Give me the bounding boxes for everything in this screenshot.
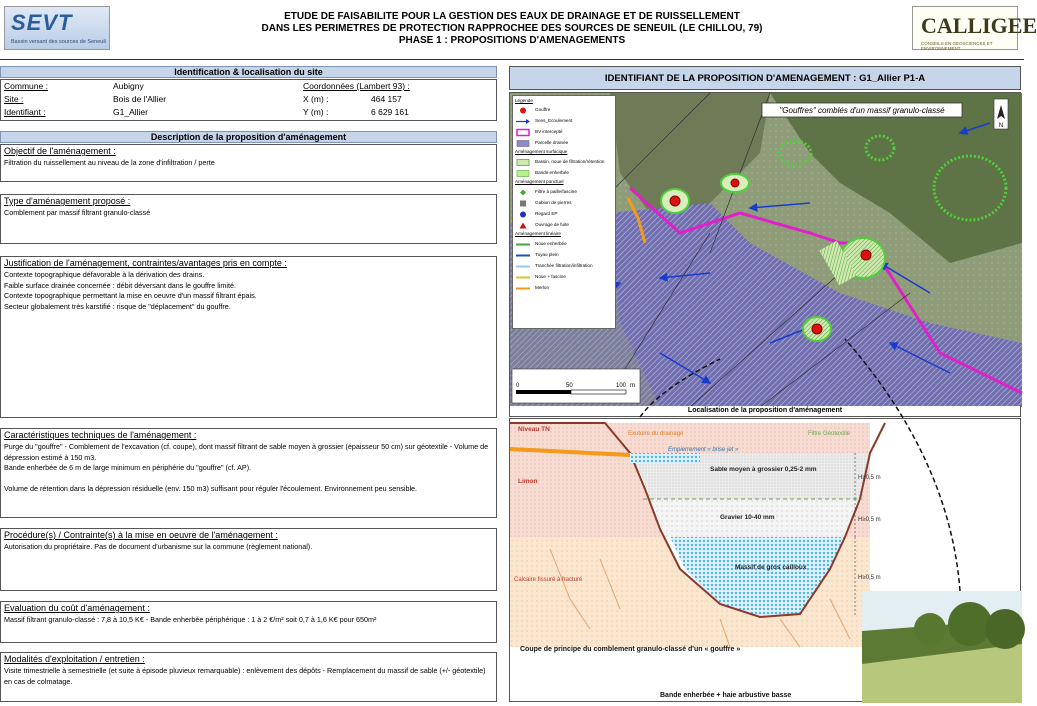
legend-item-bv: BV intercepté [515, 127, 613, 138]
label-h1: H≥0,5 m [858, 475, 881, 481]
title-line-2: DANS LES PERIMETRES DE PROTECTION RAPPROCHEE DES SOURCES DE SENEUIL (LE CHILLOU, 79) [261, 23, 763, 34]
legend-title: Légende [515, 98, 533, 103]
justification-section [0, 256, 497, 418]
modalites-text: Visite trimestrielle à semestrielle (et suite à épisode pluvieux remarquable) : enlèvement des dépôts - Remplacement du massif de sable (+/- géotextile) en cas de colmatage. [4, 666, 486, 686]
title-line-1: ETUDE DE FAISABILITE POUR LA GESTION DES EAUX DE DRAINAGE ET DE RUISSELLEMENT [284, 11, 740, 22]
legend-section-surfacique: Aménagement surfacique [515, 149, 568, 154]
legend-section-ponctuel: Aménagement ponctuel [515, 179, 564, 184]
objectif-heading: Objectif de l'aménagement : [4, 146, 116, 156]
label-sable: Sable moyen à grossier 0,25-2 mm [710, 466, 817, 473]
legend-item-merlon: Merlon [515, 283, 613, 294]
modalites-section [0, 652, 497, 702]
coord-label: Coordonnées (Lambert 93) : [303, 81, 410, 91]
type-text: Comblement par massif filtrant granulo-classé [4, 208, 151, 217]
label-empierrement: Empierrement « brise jet » [668, 447, 739, 453]
legend-item-filtre: Filtre à paille/fascine [515, 187, 613, 198]
x-label: X (m) : [303, 94, 329, 104]
type-section [0, 194, 497, 244]
legend-item-noue-fascine: Noue + fascine [515, 272, 613, 283]
label-exutoire: Exutoire du drainage [628, 431, 684, 437]
page-header [0, 0, 1037, 60]
green-hatch-icon [516, 159, 530, 166]
photo-grass-band [862, 591, 1025, 703]
label-niveau-tn: Niveau TN [518, 426, 550, 433]
proposal-title: IDENTIFIANT DE LA PROPOSITION D'AMENAGEMENT : G1_Allier P1-A [509, 66, 1021, 90]
ident-row-1 [1, 80, 498, 92]
label-h2: H≥0,5 m [858, 517, 881, 523]
legend-item-bassin: Bassin, noue de filtration/rétention [515, 157, 613, 168]
calligee-logo-subtitle: CONSEILS EN GEOSCIENCES ET ENVIRONNEMENT [921, 41, 993, 51]
scale-unit: m [630, 383, 635, 389]
sevt-logo [4, 6, 110, 50]
map-annotation-text: "Gouffres" comblés d'un massif granulo-classé [779, 106, 945, 115]
red-dot-icon [516, 107, 530, 114]
objectif-text: Filtration du ruissellement au niveau de la zone d'infiltration / perte [4, 158, 215, 167]
yellow-line-icon [516, 274, 530, 281]
scale-0: 0 [516, 383, 520, 389]
ident-row-2 [1, 93, 498, 105]
sevt-logo-subtitle: Bassin versant des sources de Seneuil [11, 39, 106, 45]
label-h3: H≥0,5 m [858, 575, 881, 581]
green-line-icon [516, 241, 530, 248]
procedure-text: Autorisation du propriétaire. Pas de document d'urbanisme sur la commune (règlement national). [4, 542, 313, 551]
magenta-box-icon [516, 129, 530, 136]
photo-caption: Bande enherbée + haie arbustive basse [660, 692, 792, 699]
ident-row-3 [1, 106, 498, 118]
legend-item-flow: Sens_Ecoulement [515, 116, 613, 127]
scale-100: 100 [616, 383, 627, 389]
title-line-3: PHASE 1 : PROPOSITIONS D'AMENAGEMENTS [398, 35, 626, 46]
blue-arrow-icon [516, 118, 530, 125]
label-calcaire: Calcaire fissuré à fracturé [514, 577, 583, 583]
coupe-caption: Coupe de principe du comblement granulo-classé d'un « gouffre » [520, 646, 741, 653]
caracteristiques-heading: Caractéristiques techniques de l'aménagement : [4, 430, 197, 440]
green-light-icon [516, 170, 530, 177]
procedure-heading: Procédure(s) / Contrainte(s) à la mise en oeuvre de l'aménagement : [4, 530, 278, 540]
north-label: N [998, 123, 1004, 129]
y-value: 6 629 161 [371, 107, 409, 117]
legend-item-tuyau: Tuyau plein [515, 250, 613, 261]
sevt-logo-text: SEVT [11, 10, 73, 35]
red-triangle-icon [516, 222, 530, 229]
legend-item-tranchee: Tranchée filtration/infiltration [515, 261, 613, 272]
label-massif: Massif de gros cailloux [735, 564, 807, 571]
label-limon: Limon [518, 478, 538, 485]
blue-line-icon [516, 252, 530, 259]
scale-50: 50 [566, 383, 573, 389]
calligee-logo-text: CALLIGEE [921, 13, 1037, 38]
map-caption: Localisation de la proposition d'aménagement [509, 406, 1021, 417]
legend-item-regard: Regard EP [515, 209, 613, 220]
blue-dot-icon [516, 211, 530, 218]
site-label: Site : [4, 94, 24, 104]
justification-text: Contexte topographique défavorable à la dérivation des drains. Faible surface drainée concernée : débit déversant dans le gouffre limité. Contexte topographique permettant la mise en oeuvre d'un massif filtrant épais. Secteur globalement très karstifié : risque de "déplacement" du gouffre. [4, 270, 257, 311]
caracteristiques-text: Purge du "gouffre" - Comblement de l'excavation (cf. coupe), dont massif filtrant de sable moyen à grossier (épaisseur 50 cm) sur géotextile - Volume de dépression estimé à 150 m3. Bande enherbée de 6 m de large minimum en périphérie du "gouffre" (cf. AP). Volume de rétention dans la dépression résiduelle (env. 150 m3) suffisant pour réguler l'écoulement. Environnement peu sensible. [4, 442, 489, 493]
orange-line-icon [516, 285, 530, 292]
objectif-section [0, 144, 497, 182]
legend-section-lineaire: Aménagement linéaire [515, 231, 561, 236]
cout-text: Massif filtrant granulo-classé : 7,8 à 10,5 K€ - Bande enherbée périphérique : 1 à 2 €/m² soit 0,7 à 1,6 K€ pour 650m² [4, 615, 377, 624]
cross-section-drawing [510, 419, 1022, 703]
y-label: Y (m) : [303, 107, 329, 117]
map-legend [512, 95, 616, 329]
caracteristiques-section [0, 428, 497, 518]
commune-value: Aubigny [113, 81, 144, 91]
site-value: Bois de l'Allier [113, 94, 167, 104]
commune-label: Commune : [4, 81, 48, 91]
justification-heading: Justification de l'aménagement, contraintes/avantages pris en compte : [4, 258, 287, 268]
document-title [200, 11, 824, 47]
identification-band: Identification & localisation du site [0, 66, 497, 78]
legend-item-gabion: Gabion de pierres [515, 198, 613, 209]
modalites-heading: Modalités d'exploitation / entretien : [4, 654, 145, 664]
id-value: G1_Allier [113, 107, 148, 117]
location-map [509, 92, 1021, 406]
legend-item-parcelle: Parcelle drainée [515, 138, 613, 149]
identification-block [0, 79, 497, 121]
procedure-section [0, 528, 497, 591]
description-band: Description de la proposition d'aménagement [0, 131, 497, 143]
legend-item-ouvrage: Ouvrage de fuite [515, 220, 613, 231]
legend-item-gouffre: Gouffre [515, 105, 613, 116]
hatch-box-icon [516, 140, 530, 147]
label-gravier: Gravier 10-40 mm [720, 514, 775, 521]
green-diamond-icon [516, 189, 530, 196]
legend-item-bande: Bande enherbée [515, 168, 613, 179]
calligee-logo [912, 6, 1037, 51]
empierrement [630, 453, 700, 463]
cout-section [0, 601, 497, 643]
cout-heading: Evaluation du coût d'aménagement : [4, 603, 150, 613]
x-value: 464 157 [371, 94, 402, 104]
id-label: Identifiant : [4, 107, 46, 117]
lightblue-line-icon [516, 263, 530, 270]
legend-item-noue: Noue enherbée [515, 239, 613, 250]
grey-square-icon [516, 200, 530, 207]
type-heading: Type d'aménagement proposé : [4, 196, 131, 206]
cross-section-panel [509, 418, 1021, 702]
label-filtre: Filtre Géotextile [808, 431, 851, 437]
